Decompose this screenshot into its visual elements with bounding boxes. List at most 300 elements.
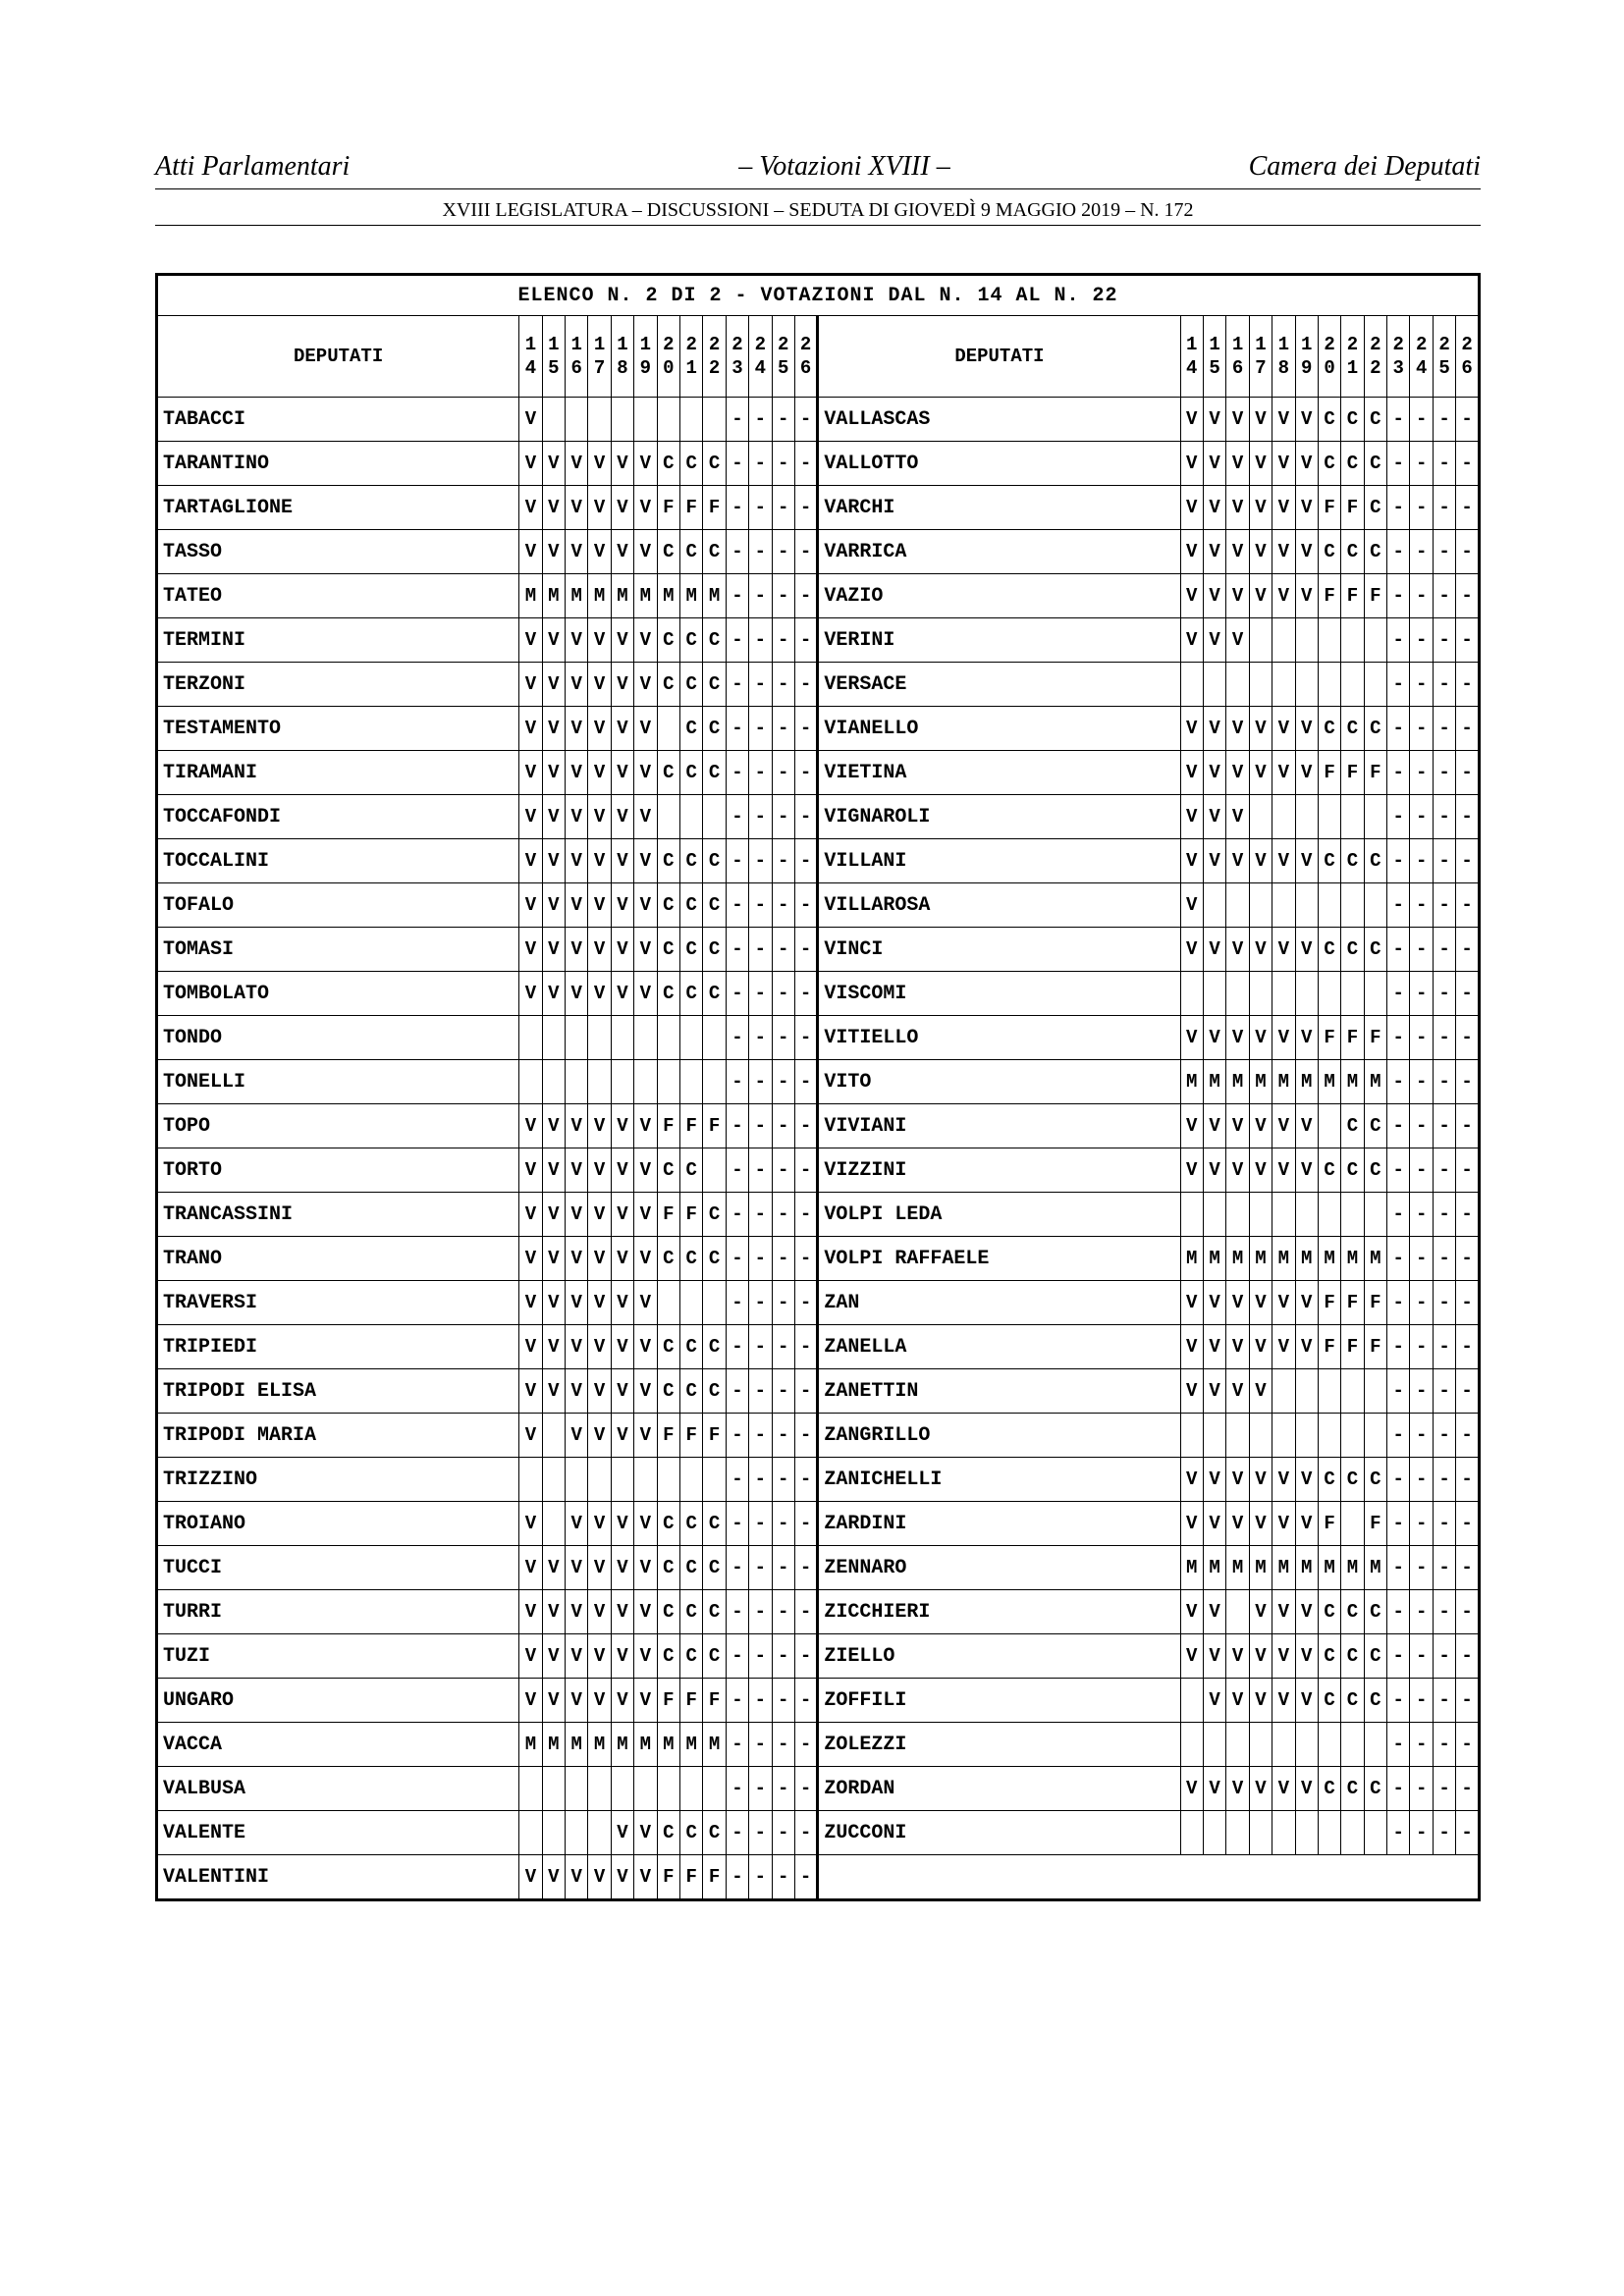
vote-cell: - [726, 1369, 748, 1414]
vote-cell [679, 1458, 702, 1502]
vote-cell: - [726, 1148, 748, 1193]
vote-cell: - [1410, 1634, 1433, 1679]
vote-cell: - [772, 1546, 794, 1590]
table-row [157, 795, 1480, 839]
vote-cell: - [1387, 883, 1410, 928]
vote-cell: V [634, 1369, 657, 1414]
vote-cell: - [726, 1060, 748, 1104]
deputy-name: VALENTINI [157, 1855, 519, 1900]
vote-cell [1341, 1193, 1364, 1237]
vote-cell: - [1456, 442, 1480, 486]
vote-cell: - [749, 1546, 772, 1590]
vote-cell: F [1341, 574, 1364, 618]
deputy-name: ZOFFILI [818, 1679, 1180, 1723]
vote-number-header: 2 6 [794, 316, 817, 398]
vote-cell [566, 1016, 588, 1060]
deputy-name: TRANO [157, 1237, 519, 1281]
vote-cell [1295, 1723, 1318, 1767]
vote-cell [657, 707, 679, 751]
vote-cell: V [542, 530, 565, 574]
vote-cell: - [1433, 1325, 1455, 1369]
vote-cell: M [1203, 1237, 1225, 1281]
vote-number-header: 1 9 [1295, 316, 1318, 398]
vote-cell: F [657, 1414, 679, 1458]
vote-cell: F [1364, 751, 1386, 795]
vote-cell: V [588, 1855, 611, 1900]
vote-cell: - [726, 574, 748, 618]
vote-cell: V [634, 1237, 657, 1281]
vote-cell: V [634, 1590, 657, 1634]
deputy-name: ZANELLA [818, 1325, 1180, 1369]
vote-cell: C [1341, 928, 1364, 972]
vote-cell: - [1456, 486, 1480, 530]
vote-cell: - [726, 1546, 748, 1590]
vote-cell [519, 1811, 542, 1855]
vote-cell: V [1226, 442, 1249, 486]
vote-number-header: 1 7 [1249, 316, 1272, 398]
vote-cell: C [679, 663, 702, 707]
vote-cell: V [611, 1855, 633, 1900]
vote-cell: - [1410, 1458, 1433, 1502]
vote-cell [542, 398, 565, 442]
deputy-name: TONELLI [157, 1060, 519, 1104]
vote-cell: V [634, 1281, 657, 1325]
vote-cell: - [1387, 839, 1410, 883]
vote-cell: - [1433, 928, 1455, 972]
vote-cell [1341, 1369, 1364, 1414]
vote-cell: - [772, 398, 794, 442]
vote-cell: C [1364, 839, 1386, 883]
vote-cell: - [772, 795, 794, 839]
vote-cell: V [542, 839, 565, 883]
deputy-name: TORTO [157, 1148, 519, 1193]
vote-cell: M [657, 574, 679, 618]
vote-cell [657, 1060, 679, 1104]
vote-cell [1295, 1811, 1318, 1855]
vote-cell: V [1203, 839, 1225, 883]
vote-cell: M [1180, 1546, 1203, 1590]
table-row [157, 1060, 1480, 1104]
vote-cell: V [566, 1369, 588, 1414]
table-row [157, 486, 1480, 530]
vote-cell: - [1387, 1546, 1410, 1590]
vote-cell: - [1410, 972, 1433, 1016]
vote-cell: C [679, 1325, 702, 1369]
vote-cell: C [679, 1546, 702, 1590]
vote-cell: - [749, 751, 772, 795]
vote-cell: - [1387, 928, 1410, 972]
vote-cell [566, 1060, 588, 1104]
vote-cell: M [634, 1723, 657, 1767]
vote-cell: - [1456, 1281, 1480, 1325]
vote-cell: F [1364, 1502, 1386, 1546]
vote-cell: - [726, 883, 748, 928]
deputy-name: ZICCHIERI [818, 1590, 1180, 1634]
vote-cell [1318, 1104, 1340, 1148]
vote-cell: - [726, 1193, 748, 1237]
deputy-name: TOCCAFONDI [157, 795, 519, 839]
vote-cell: V [588, 1414, 611, 1458]
vote-cell: V [634, 1855, 657, 1900]
vote-cell: - [1433, 883, 1455, 928]
vote-cell: - [1433, 1458, 1455, 1502]
vote-cell: V [566, 1634, 588, 1679]
deputy-name: VALLOTTO [818, 442, 1180, 486]
vote-cell [1249, 1811, 1272, 1855]
vote-cell: - [772, 1148, 794, 1193]
vote-cell [1226, 1414, 1249, 1458]
vote-cell: - [794, 883, 817, 928]
vote-cell: - [726, 1237, 748, 1281]
vote-cell: - [749, 1104, 772, 1148]
vote-cell: - [749, 1458, 772, 1502]
vote-cell: V [1249, 442, 1272, 486]
vote-cell: C [703, 1502, 726, 1546]
vote-cell [1180, 1811, 1203, 1855]
vote-cell: - [794, 442, 817, 486]
vote-cell: V [588, 1281, 611, 1325]
vote-cell: V [1203, 1679, 1225, 1723]
vote-cell [657, 795, 679, 839]
vote-cell: M [542, 1723, 565, 1767]
vote-cell [634, 1016, 657, 1060]
vote-cell: F [657, 1193, 679, 1237]
vote-cell: - [1410, 883, 1433, 928]
deputy-name: VARCHI [818, 486, 1180, 530]
vote-cell: V [1272, 398, 1295, 442]
vote-cell: - [1433, 707, 1455, 751]
vote-cell: - [726, 1458, 748, 1502]
vote-cell: - [794, 663, 817, 707]
vote-cell: V [1272, 1590, 1295, 1634]
vote-cell: - [1387, 1237, 1410, 1281]
vote-cell: - [794, 1016, 817, 1060]
vote-cell: - [794, 398, 817, 442]
vote-cell: V [588, 928, 611, 972]
vote-cell: V [588, 530, 611, 574]
vote-cell: V [542, 1281, 565, 1325]
vote-cell: V [542, 1369, 565, 1414]
vote-cell [1203, 1414, 1225, 1458]
vote-cell: - [1410, 1679, 1433, 1723]
vote-cell: V [1226, 530, 1249, 574]
vote-cell: - [749, 530, 772, 574]
vote-cell: M [588, 574, 611, 618]
deputy-name: VISCOMI [818, 972, 1180, 1016]
vote-cell: V [634, 1811, 657, 1855]
vote-cell: - [1456, 398, 1480, 442]
vote-cell: - [772, 839, 794, 883]
vote-cell: C [1318, 1458, 1340, 1502]
vote-cell: - [1433, 1811, 1455, 1855]
table-row [157, 1811, 1480, 1855]
table-row [157, 1414, 1480, 1458]
deputy-name: ZANICHELLI [818, 1458, 1180, 1502]
vote-cell: V [611, 1281, 633, 1325]
vote-number-header: 1 6 [566, 316, 588, 398]
vote-cell: C [1364, 486, 1386, 530]
vote-cell: C [679, 839, 702, 883]
vote-cell: M [703, 574, 726, 618]
vote-cell: V [1272, 1016, 1295, 1060]
vote-cell [1180, 1193, 1203, 1237]
vote-cell: V [1180, 1148, 1203, 1193]
vote-cell: C [1318, 1767, 1340, 1811]
vote-cell: V [1249, 1369, 1272, 1414]
deputy-name: TERZONI [157, 663, 519, 707]
vote-cell: - [1387, 1414, 1410, 1458]
deputy-name: VALENTE [157, 1811, 519, 1855]
vote-number-header: 1 8 [611, 316, 633, 398]
vote-cell: - [749, 1148, 772, 1193]
vote-cell [1180, 1414, 1203, 1458]
vote-cell: - [1456, 751, 1480, 795]
vote-cell [542, 1767, 565, 1811]
vote-cell [1364, 663, 1386, 707]
vote-cell [1364, 795, 1386, 839]
deputy-name: VERSACE [818, 663, 1180, 707]
vote-cell: V [611, 1237, 633, 1281]
vote-cell: C [1318, 928, 1340, 972]
vote-cell: V [1272, 1281, 1295, 1325]
vote-cell: - [749, 707, 772, 751]
vote-cell: C [1341, 1148, 1364, 1193]
vote-cell [1203, 972, 1225, 1016]
vote-cell [588, 1811, 611, 1855]
vote-cell: V [519, 1414, 542, 1458]
table-row [157, 1458, 1480, 1502]
deputy-name: TARANTINO [157, 442, 519, 486]
vote-number-header: 2 4 [1410, 316, 1433, 398]
vote-cell: - [726, 1104, 748, 1148]
vote-cell: - [1433, 1502, 1455, 1546]
vote-cell: V [542, 442, 565, 486]
vote-cell: V [588, 1237, 611, 1281]
vote-cell: - [749, 1193, 772, 1237]
vote-cell: - [1456, 1590, 1480, 1634]
vote-cell: V [588, 1590, 611, 1634]
vote-cell: C [1341, 1590, 1364, 1634]
vote-cell: V [611, 928, 633, 972]
vote-cell: C [679, 751, 702, 795]
deputy-name: VIGNAROLI [818, 795, 1180, 839]
vote-cell: V [1203, 1458, 1225, 1502]
vote-number-header: 1 7 [588, 316, 611, 398]
vote-cell: V [1180, 1634, 1203, 1679]
vote-cell [1272, 1414, 1295, 1458]
vote-cell [1249, 795, 1272, 839]
vote-cell [566, 1767, 588, 1811]
vote-cell: V [1272, 1679, 1295, 1723]
vote-cell: F [1318, 574, 1340, 618]
deputy-name: TOCCALINI [157, 839, 519, 883]
vote-cell: - [1456, 1811, 1480, 1855]
vote-cell [1203, 1723, 1225, 1767]
vote-cell: - [749, 1811, 772, 1855]
vote-cell: V [519, 795, 542, 839]
vote-cell: - [794, 574, 817, 618]
table-row [157, 1104, 1480, 1148]
vote-cell: C [679, 1237, 702, 1281]
vote-cell: - [726, 972, 748, 1016]
table-row [157, 618, 1480, 663]
vote-cell: V [611, 1193, 633, 1237]
vote-cell: - [1410, 398, 1433, 442]
vote-cell: V [1203, 442, 1225, 486]
vote-cell: C [657, 839, 679, 883]
vote-cell: V [1203, 707, 1225, 751]
vote-cell [1295, 883, 1318, 928]
vote-cell: F [1341, 1016, 1364, 1060]
vote-cell [611, 1060, 633, 1104]
vote-cell: M [1272, 1237, 1295, 1281]
vote-cell [588, 398, 611, 442]
vote-cell [1272, 1369, 1295, 1414]
vote-cell: C [1318, 707, 1340, 751]
table-row [157, 1193, 1480, 1237]
vote-cell: - [1433, 618, 1455, 663]
vote-cell [634, 1458, 657, 1502]
table-row [157, 1679, 1480, 1723]
vote-cell: - [1433, 839, 1455, 883]
vote-cell [1364, 618, 1386, 663]
vote-cell: C [679, 928, 702, 972]
vote-cell: V [519, 1193, 542, 1237]
vote-cell: - [1410, 1281, 1433, 1325]
vote-cell: F [679, 1679, 702, 1723]
vote-cell: V [542, 1148, 565, 1193]
deputy-name: VITO [818, 1060, 1180, 1104]
vote-cell: - [726, 442, 748, 486]
vote-cell: V [542, 751, 565, 795]
vote-cell: - [749, 1281, 772, 1325]
vote-cell [542, 1458, 565, 1502]
vote-cell: V [519, 839, 542, 883]
vote-cell: - [749, 574, 772, 618]
deputy-name: TRIZZINO [157, 1458, 519, 1502]
vote-cell: V [1180, 707, 1203, 751]
vote-cell [679, 795, 702, 839]
vote-cell: - [794, 1767, 817, 1811]
vote-cell [542, 1016, 565, 1060]
vote-cell: V [1226, 928, 1249, 972]
vote-cell: C [1341, 530, 1364, 574]
vote-cell: V [611, 883, 633, 928]
vote-cell: M [588, 1723, 611, 1767]
deputy-name: TONDO [157, 1016, 519, 1060]
vote-cell: C [1364, 707, 1386, 751]
vote-cell [1341, 795, 1364, 839]
vote-cell: C [1364, 1590, 1386, 1634]
vote-cell: C [1318, 1590, 1340, 1634]
vote-cell [1318, 1369, 1340, 1414]
vote-cell: F [703, 1104, 726, 1148]
vote-cell [588, 1016, 611, 1060]
vote-cell: C [703, 928, 726, 972]
vote-cell: V [634, 839, 657, 883]
vote-cell: V [611, 663, 633, 707]
vote-cell: F [1318, 486, 1340, 530]
vote-cell: - [1387, 663, 1410, 707]
vote-cell [1272, 618, 1295, 663]
vote-cell: V [542, 928, 565, 972]
vote-cell: - [1456, 1369, 1480, 1414]
vote-cell: M [1180, 1060, 1203, 1104]
vote-cell: V [611, 751, 633, 795]
column-header-deputati: DEPUTATI [818, 316, 1180, 398]
vote-cell [634, 398, 657, 442]
vote-cell: F [1341, 486, 1364, 530]
vote-cell: M [542, 574, 565, 618]
vote-cell: - [794, 1855, 817, 1900]
vote-cell: V [566, 883, 588, 928]
vote-cell: C [1318, 1679, 1340, 1723]
vote-cell: C [703, 751, 726, 795]
vote-cell: F [703, 1855, 726, 1900]
deputy-name: VALLASCAS [818, 398, 1180, 442]
vote-cell: C [1341, 839, 1364, 883]
session-subtitle: XVIII LEGISLATURA – DISCUSSIONI – SEDUTA DI GIOVEDÌ 9 MAGGIO 2019 – N. 172 [442, 199, 1194, 221]
vote-cell: V [542, 618, 565, 663]
vote-cell: - [1387, 1148, 1410, 1193]
vote-cell: V [519, 707, 542, 751]
vote-cell: C [679, 1590, 702, 1634]
vote-cell: F [1364, 1281, 1386, 1325]
vote-cell: M [519, 574, 542, 618]
vote-cell: - [726, 486, 748, 530]
vote-cell: V [634, 1502, 657, 1546]
vote-cell: - [1410, 839, 1433, 883]
vote-cell: - [772, 751, 794, 795]
vote-cell: C [703, 1590, 726, 1634]
vote-cell: V [1249, 1458, 1272, 1502]
vote-cell: V [566, 1281, 588, 1325]
vote-cell: V [1249, 574, 1272, 618]
vote-cell: V [566, 1502, 588, 1546]
vote-cell: M [1295, 1060, 1318, 1104]
deputy-name: VILLANI [818, 839, 1180, 883]
vote-cell: V [1203, 618, 1225, 663]
vote-cell: V [1226, 1104, 1249, 1148]
vote-cell: - [1410, 1723, 1433, 1767]
vote-cell: V [1272, 1325, 1295, 1369]
vote-cell [1318, 1414, 1340, 1458]
vote-cell: V [1226, 839, 1249, 883]
vote-cell [1272, 1811, 1295, 1855]
vote-cell [1364, 1811, 1386, 1855]
vote-cell: V [1295, 442, 1318, 486]
vote-cell: - [1410, 751, 1433, 795]
vote-number-header: 1 4 [1180, 316, 1203, 398]
vote-cell: - [794, 795, 817, 839]
vote-number-header: 1 9 [634, 316, 657, 398]
vote-cell: V [519, 1634, 542, 1679]
vote-cell [1364, 1193, 1386, 1237]
vote-number-header: 2 1 [1341, 316, 1364, 398]
vote-cell: M [1203, 1546, 1225, 1590]
vote-cell: V [1180, 398, 1203, 442]
vote-cell: - [1433, 1104, 1455, 1148]
vote-cell: V [611, 442, 633, 486]
vote-cell: V [566, 1148, 588, 1193]
vote-cell: V [1249, 1590, 1272, 1634]
vote-cell: - [1410, 618, 1433, 663]
vote-cell [1203, 1193, 1225, 1237]
deputy-name: ZOLEZZI [818, 1723, 1180, 1767]
vote-cell [611, 1458, 633, 1502]
vote-cell: - [1410, 1016, 1433, 1060]
vote-cell: - [794, 530, 817, 574]
